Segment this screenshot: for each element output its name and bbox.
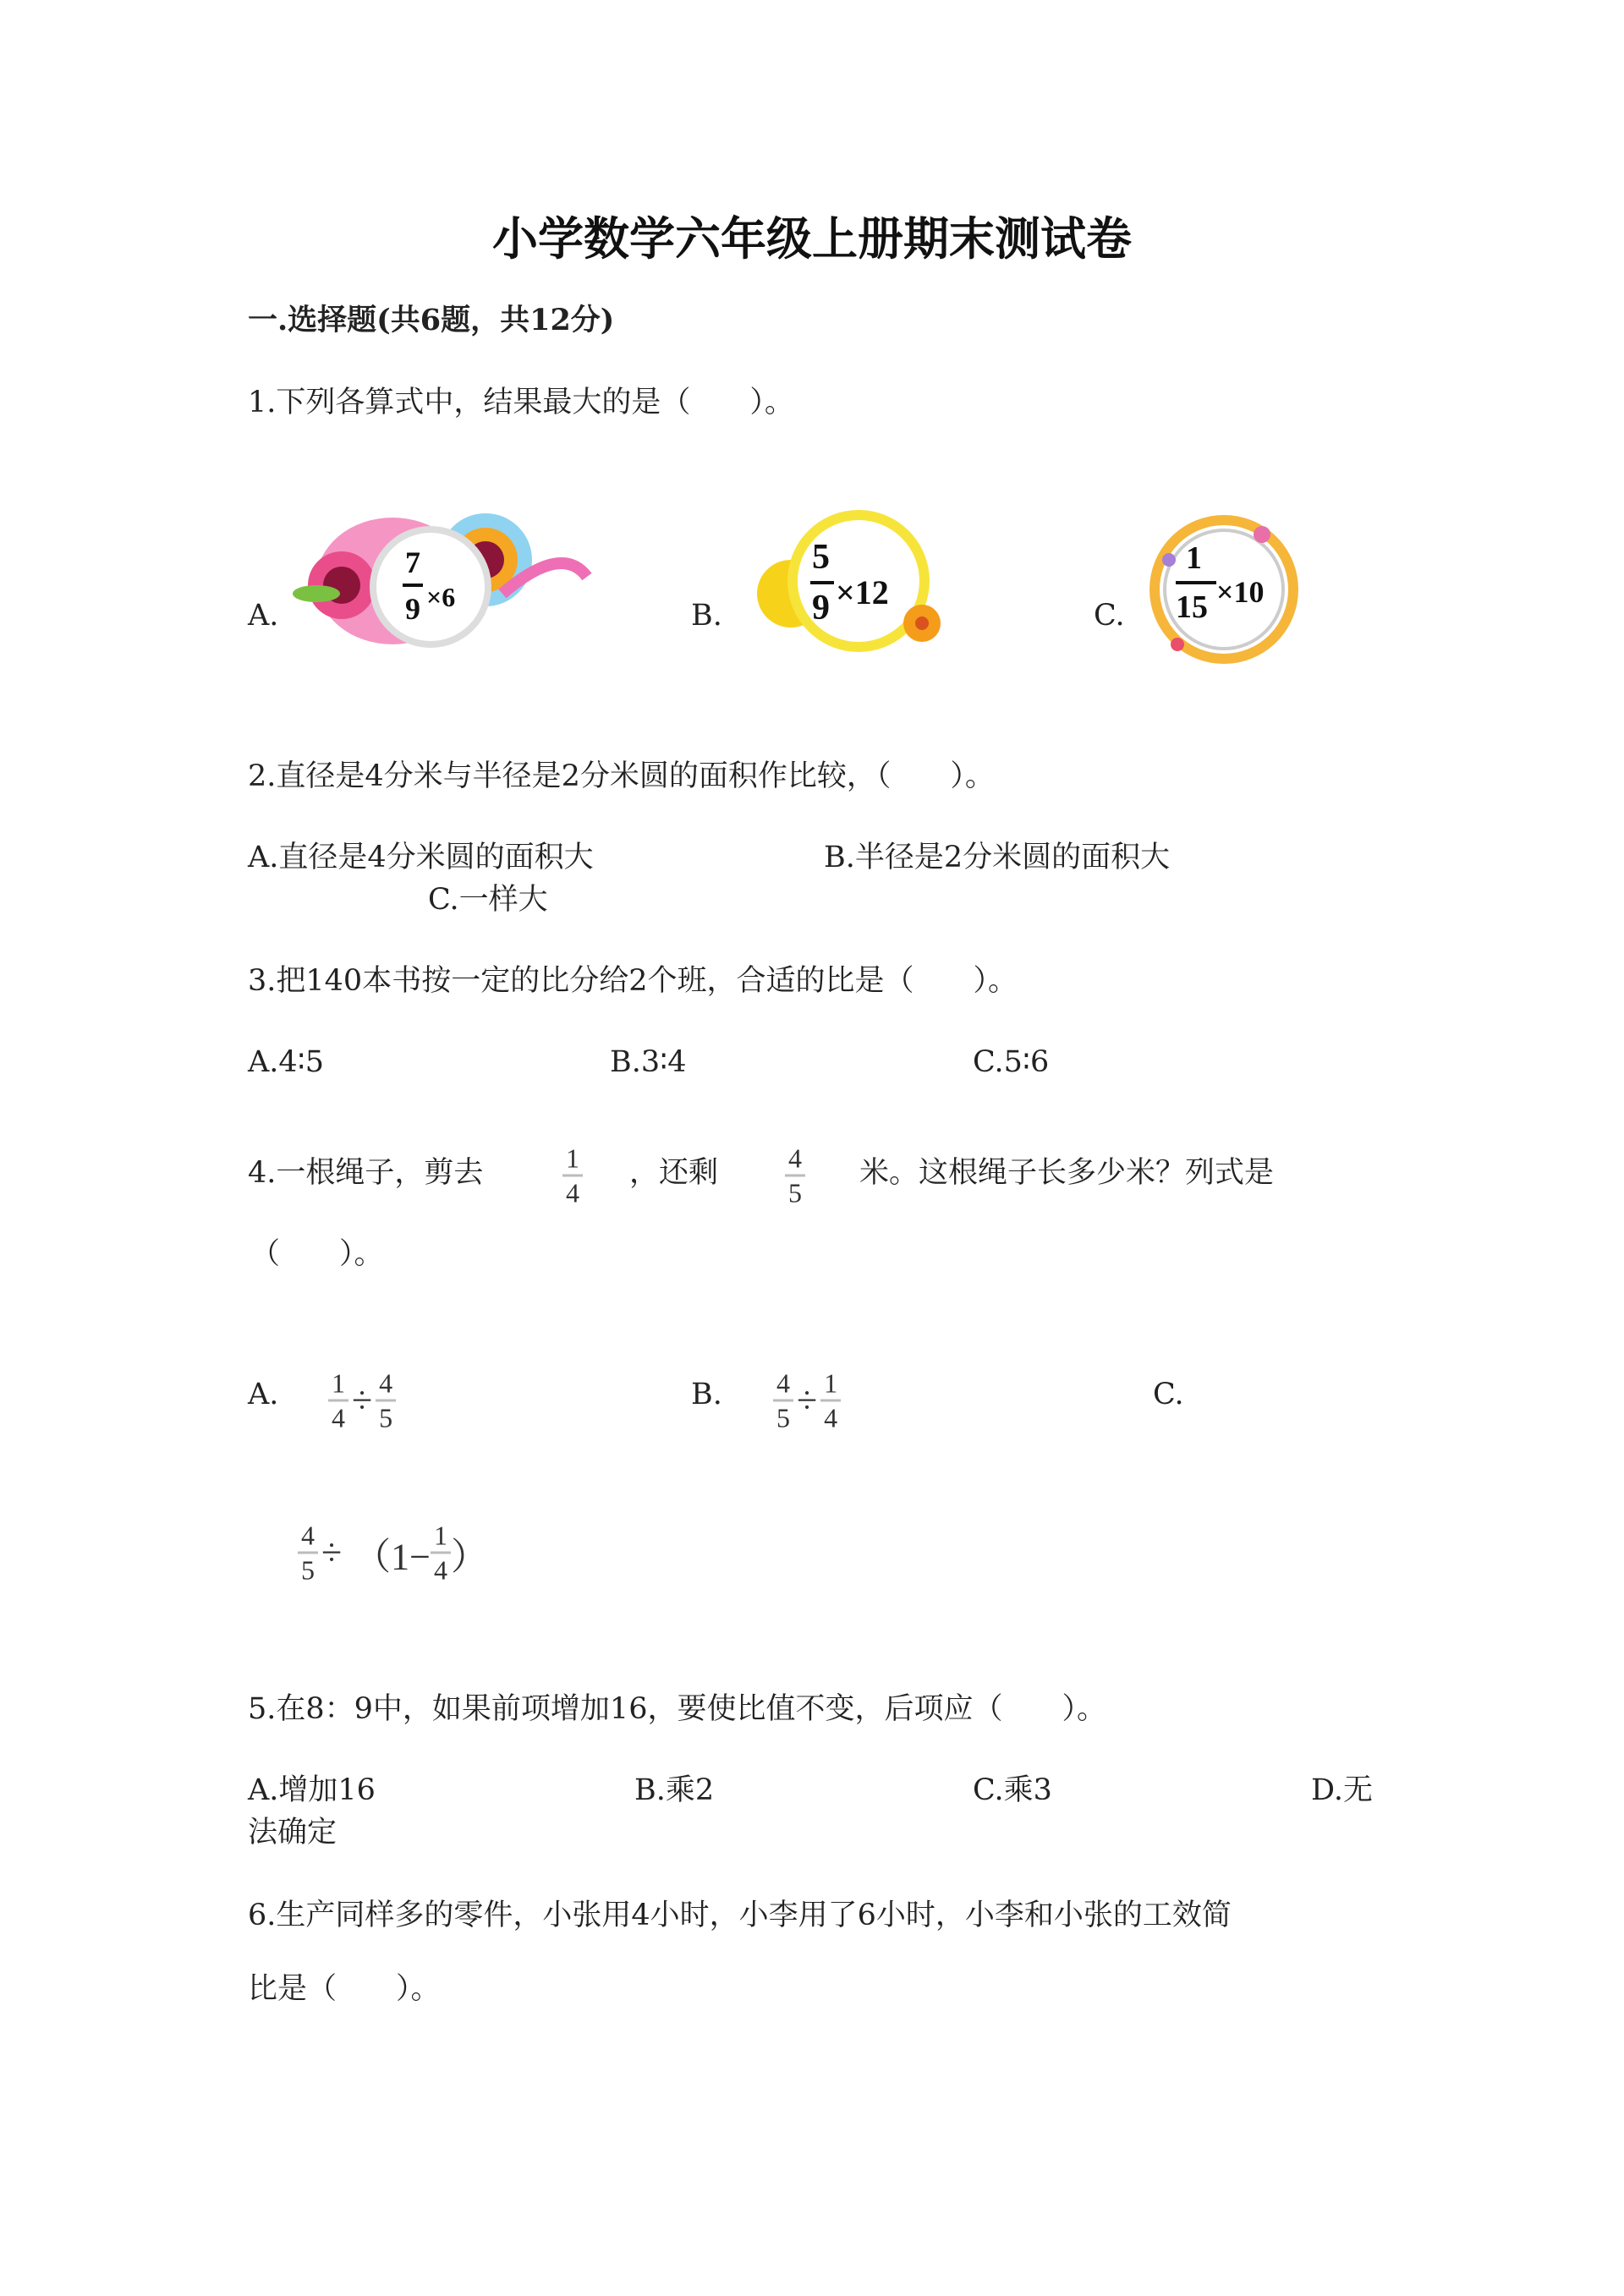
section-heading: 一.选择题(共6题，共12分) xyxy=(248,303,615,337)
question-4-part1: 4.一根绳子，剪去 xyxy=(248,1156,484,1190)
question-6-line1: 6.生产同样多的零件，小张用4小时，小李用了6小时，小李和小张的工效简 xyxy=(248,1899,1232,1932)
q2-option-c[interactable]: C.一样大 xyxy=(428,883,548,917)
q4-option-c-expression[interactable]: $\frac{4}{5}$ ÷ （1− $\frac{1}{4}$ ） xyxy=(298,1521,488,1586)
q2-option-b[interactable]: B.半径是2分米圆的面积大 xyxy=(824,841,1171,874)
q1-option-b-label[interactable]: B. xyxy=(691,599,722,633)
svg-text:15: 15 xyxy=(1176,589,1208,625)
q4-fraction-2: 4 5 xyxy=(785,1143,805,1208)
page-title: 小学数学六年级上册期末测试卷 xyxy=(492,211,1132,266)
q5-option-a[interactable]: A.增加16 xyxy=(248,1773,376,1807)
svg-text:×12: ×12 xyxy=(836,573,889,611)
svg-text:×6: ×6 xyxy=(426,582,456,612)
question-4-part3: 米。这根绳子长多少米？列式是 xyxy=(859,1156,1275,1190)
q1-option-a-label[interactable]: A. xyxy=(248,599,279,633)
q3-option-a[interactable]: A.4∶5 xyxy=(248,1045,325,1079)
svg-text:×10: ×10 xyxy=(1216,575,1265,609)
question-2: 2.直径是4分米与半径是2分米圆的面积作比较，（ ）。 xyxy=(248,759,995,793)
q3-option-c[interactable]: C.5∶6 xyxy=(973,1045,1050,1079)
q1-option-c-image[interactable] xyxy=(1144,509,1304,666)
q4-option-b-expression[interactable]: $\frac{4}{5}$ ÷ $\frac{1}{4}$ xyxy=(773,1368,841,1433)
q4-option-a-label[interactable]: A. xyxy=(248,1378,279,1411)
q1-option-c-label[interactable]: C. xyxy=(1094,599,1125,633)
q3-option-b[interactable]: B.3∶4 xyxy=(610,1045,687,1079)
question-4-blank: （ ）。 xyxy=(250,1237,384,1271)
question-1: 1.下列各算式中，结果最大的是（ ）。 xyxy=(248,386,794,419)
q5-option-d-wrap[interactable]: 法确定 xyxy=(248,1816,337,1849)
question-6-line2: 比是（ ）。 xyxy=(248,1972,441,2006)
svg-text:9: 9 xyxy=(812,589,830,627)
question-4-part2: ，还剩 xyxy=(629,1156,719,1190)
q4-option-c-label[interactable]: C. xyxy=(1153,1378,1184,1411)
svg-text:5: 5 xyxy=(812,538,830,577)
q5-option-b[interactable]: B.乘2 xyxy=(634,1773,715,1807)
q4-option-a-expression[interactable]: $\frac{1}{4}$ ÷ $\frac{4}{5}$ xyxy=(328,1368,396,1433)
svg-text:7: 7 xyxy=(405,545,420,579)
q5-option-c[interactable]: C.乘3 xyxy=(973,1773,1052,1807)
q4-fraction-1: 1 4 xyxy=(562,1143,583,1208)
question-3: 3.把140本书按一定的比分给2个班，合适的比是（ ）。 xyxy=(248,964,1018,998)
svg-text:1: 1 xyxy=(1186,540,1202,576)
svg-text:9: 9 xyxy=(405,592,420,626)
q1-option-a-image[interactable] xyxy=(291,509,595,666)
q4-option-b-label[interactable]: B. xyxy=(691,1378,722,1411)
question-5: 5.在8：9中，如果前项增加16，要使比值不变，后项应（ ）。 xyxy=(248,1692,1106,1726)
q1-option-b-image[interactable] xyxy=(753,509,964,666)
q2-option-a[interactable]: A.直径是4分米圆的面积大 xyxy=(248,841,594,874)
q5-option-d[interactable]: D.无 xyxy=(1311,1773,1373,1807)
